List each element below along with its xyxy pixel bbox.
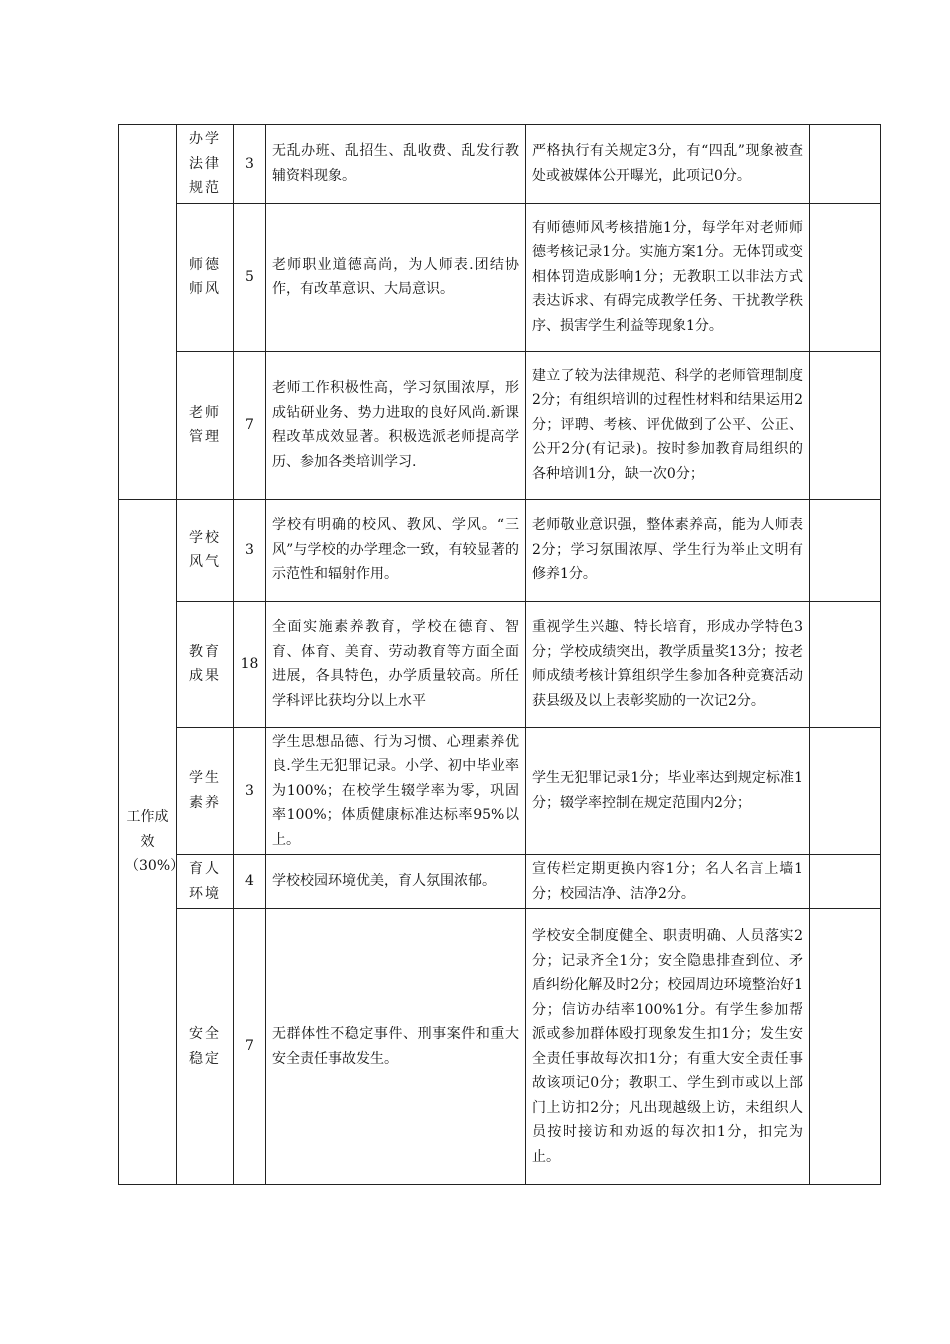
table-row [119,125,881,204]
requirement-cell: 老师职业道德高尚，为人师表.团结协作，有改革意识、大局意识。 [266,203,526,351]
standard-cell: 严格执行有关规定3分，有“四乱”现象被查处或被媒体公开曝光，此项记0分。 [526,125,810,204]
standard-cell: 建立了较为法律规范、科学的老师管理制度2分；有组织培训的过程性材料和结果运用2分；评聘、考核、评优做到了公平、公正、公开2分(有记录)。按时参加教育局组织的各种培训1分，缺一次0分； [526,351,810,499]
standard-cell: 有师德师风考核措施1分，每学年对老师师德考核记录1分。实施方案1分。无体罚或变相体罚造成影响1分；无教职工以非法方式表达诉求、有碍完成教学任务、干扰教学秩序、损害学生利益等现象1分。 [526,203,810,351]
item-cell: 办学法律规范 [177,125,234,204]
blank-cell [810,855,881,909]
item-cell: 学生素养 [177,727,234,855]
score-cell: 7 [234,909,266,1185]
requirement-cell: 无乱办班、乱招生、乱收费、乱发行教辅资料现象。 [266,125,526,204]
table-row [119,909,881,1185]
standard-cell: 学校安全制度健全、职责明确、人员落实2分；记录齐全1分；安全隐患排查到位、矛盾纠纷化解及时2分；校园周边环境整治好1分；信访办结率100%1分。有学生参加帮派或参加群体殴打现象发生扣1分；发生安全责任事故每次扣1分；有重大安全责任事故该项记0分；教职工、学生到市或以上部门上访扣2分；凡出现越级上访，未组织人员按时接访和劝返的每次扣1分，扣完为止。 [526,909,810,1185]
category-cell: 工作成效（30%） [119,499,177,1185]
table-row [119,855,881,909]
requirement-cell: 学校校园环境优美，育人氛围浓郁。 [266,855,526,909]
score-cell: 3 [234,125,266,204]
score-cell: 4 [234,855,266,909]
blank-cell [810,125,881,204]
assessment-table [118,124,881,1185]
blank-cell [810,499,881,601]
requirement-cell: 学校有明确的校风、教风、学风。“三风”与学校的办学理念一致，有较显著的示范性和辐射作用。 [266,499,526,601]
blank-cell [810,351,881,499]
table-row [119,727,881,855]
requirement-cell: 学生思想品德、行为习惯、心理素养优良.学生无犯罪记录。小学、初中毕业率为100%；在校学生辍学率为零，巩固率100%；体质健康标准达标率95%以上。 [266,727,526,855]
requirement-cell: 全面实施素养教育，学校在德育、智育、体育、美育、劳动教育等方面全面进展，各具特色，办学质量较高。所任学科评比获均分以上水平 [266,601,526,727]
item-cell: 老师管理 [177,351,234,499]
score-cell: 5 [234,203,266,351]
standard-cell: 宣传栏定期更换内容1分；名人名言上墙1分；校园洁净、洁净2分。 [526,855,810,909]
blank-cell [810,909,881,1185]
table-row [119,203,881,351]
score-cell: 18 [234,601,266,727]
score-cell: 3 [234,727,266,855]
table-row [119,499,881,601]
score-cell: 7 [234,351,266,499]
item-cell: 教育成果 [177,601,234,727]
item-cell: 师德师风 [177,203,234,351]
item-cell: 学校风气 [177,499,234,601]
blank-cell [810,727,881,855]
requirement-cell: 老师工作积极性高，学习氛围浓厚，形成钻研业务、势力进取的良好风尚.新课程改革成效显著。积极选派老师提高学历、参加各类培训学习. [266,351,526,499]
score-cell: 3 [234,499,266,601]
item-cell: 育人环境 [177,855,234,909]
table-row [119,601,881,727]
category-cell [119,125,177,500]
blank-cell [810,601,881,727]
standard-cell: 学生无犯罪记录1分；毕业率达到规定标准1分；辍学率控制在规定范围内2分； [526,727,810,855]
blank-cell [810,203,881,351]
standard-cell: 重视学生兴趣、特长培育，形成办学特色3分；学校成绩突出，教学质量奖13分；按老师成绩考核计算组织学生参加各种竞赛活动获县级及以上表彰奖励的一次记2分。 [526,601,810,727]
standard-cell: 老师敬业意识强，整体素养高，能为人师表2分；学习氛围浓厚、学生行为举止文明有修养1分。 [526,499,810,601]
requirement-cell: 无群体性不稳定事件、刑事案件和重大安全责任事故发生。 [266,909,526,1185]
item-cell: 安全稳定 [177,909,234,1185]
table-row [119,351,881,499]
